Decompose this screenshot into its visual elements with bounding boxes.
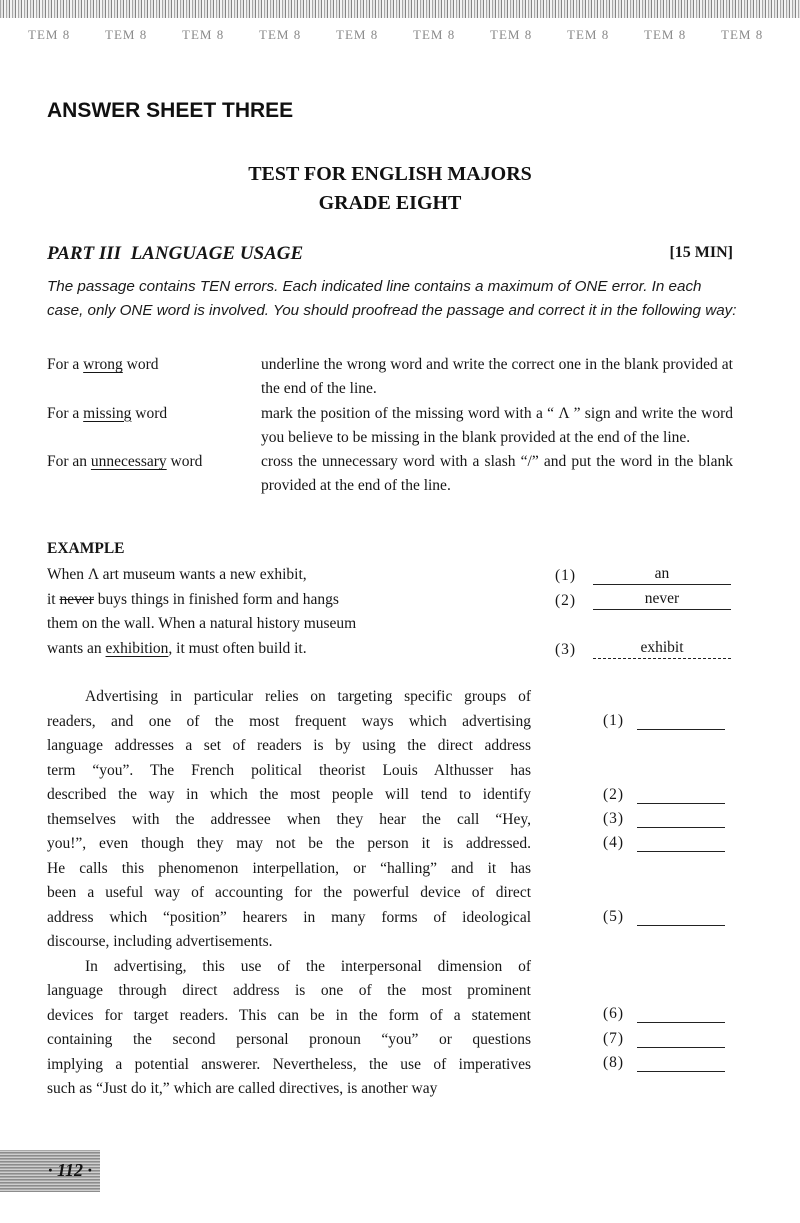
passage-line: been a useful way of accounting for the powerful device of direct [47, 884, 531, 901]
proofreading-passage [47, 685, 531, 1102]
underlined-word: exhibition [105, 639, 169, 657]
passage-line: implying a potential answerer. Nevertheless, the use of imperatives [47, 1055, 531, 1073]
answer-row: (2) [603, 785, 725, 804]
answer-row: (8) [603, 1053, 725, 1072]
passage-line: readers, and one of the most frequent ways which advertising [47, 712, 531, 730]
header-tem-labels [28, 27, 800, 45]
example-passage [47, 563, 547, 661]
page-number: · 112 · [48, 1160, 93, 1180]
answer-blank[interactable]: never [593, 589, 731, 610]
passage-line: address which “position” hearers in many forms of ideological [47, 908, 531, 926]
rule-label: For a wrong word [47, 356, 159, 373]
insert-mark: Λ [87, 566, 99, 583]
tem-label: TEM 8 [567, 27, 610, 42]
answer-row: (1) [603, 711, 725, 730]
tem-label: TEM 8 [259, 27, 302, 42]
passage-line: containing the second personal pronoun “you” or questions [47, 1031, 531, 1048]
test-title-line: TEST FOR ENGLISH MAJORS [248, 163, 532, 185]
answer-row: (5) [603, 907, 725, 926]
answer-blank[interactable] [637, 1029, 725, 1048]
tem-label: TEM 8 [721, 27, 764, 42]
example-line: wants an exhibition, it must often build it. [47, 639, 307, 657]
passage-line: described the way in which the most people will tend to identify [47, 786, 531, 803]
passage-line: themselves with the addressee when they hear the call “Hey, [47, 810, 531, 828]
part-title: PART III LANGUAGE USAGE [47, 243, 304, 264]
rule-description: underline the wrong word and write the correct one in the blank provided at the end of the line. [261, 356, 733, 398]
rule-description: mark the position of the missing word with a “ Λ ” sign and write the word you believe to be missing in the blank provided at the end of the line. [261, 404, 733, 446]
example-line: it never buys things in finished form and hangs [47, 590, 339, 608]
tem-label: TEM 8 [336, 27, 379, 42]
test-title [0, 160, 780, 218]
tem-label: TEM 8 [28, 27, 71, 42]
passage-line: discourse, including advertisements. [47, 933, 273, 950]
passage-line: language addresses a set of readers is by using the direct address [47, 737, 531, 754]
passage-line: language through direct address is one of the most prominent [47, 982, 531, 999]
part-time: [15 MIN] [669, 244, 733, 261]
rule-label: For a missing word [47, 404, 168, 422]
answer-blank[interactable] [637, 833, 725, 852]
answer-blank[interactable] [637, 1004, 725, 1023]
passage-line: devices for target readers. This can be in the form of a statement [47, 1006, 531, 1024]
sheet-title: ANSWER SHEET THREE [47, 99, 294, 122]
passage-line: term “you”. The French political theorist Louis Althusser has [47, 761, 531, 779]
test-title-line: GRADE EIGHT [318, 192, 462, 214]
passage-line: you!”, even though they may not be the person it is addressed. [47, 835, 531, 852]
passage-line: such as “Just do it,” which are called directives, is another way [47, 1080, 438, 1097]
answer-row: (6) [603, 1004, 725, 1023]
part-heading [47, 243, 733, 267]
tem-label: TEM 8 [413, 27, 456, 42]
example-answer: (3) exhibit [555, 638, 731, 659]
answer-row: (4) [603, 833, 725, 852]
answer-blank[interactable] [637, 809, 725, 828]
tem-label: TEM 8 [105, 27, 148, 42]
answer-row: (7) [603, 1029, 725, 1048]
answer-blank[interactable] [637, 907, 725, 926]
answer-blank[interactable] [637, 785, 725, 804]
struck-word: never [59, 590, 94, 608]
proofreading-rules [47, 353, 737, 499]
answer-blank[interactable] [637, 711, 725, 730]
answer-blank[interactable]: an [593, 564, 731, 585]
tem-label: TEM 8 [644, 27, 687, 42]
instructions: The passage contains TEN errors. Each indicated line contains a maximum of ONE error. In each case, only ONE word is involved. You should proofread the passage and correct it in the following way: [47, 278, 737, 319]
answer-blank[interactable] [637, 1053, 725, 1072]
rule-unnecessary-word [47, 450, 737, 499]
example-answer: (2) never [555, 589, 731, 610]
example-answer: (1) an [555, 564, 731, 585]
example-heading: EXAMPLE [47, 540, 125, 557]
scan-header-band [0, 0, 800, 18]
rule-wrong-word [47, 353, 737, 402]
rule-description: cross the unnecessary word with a slash “/” and put the word in the blank provided at the end of the line. [261, 453, 733, 495]
answer-row: (3) [603, 809, 725, 828]
tem-label: TEM 8 [182, 27, 225, 42]
example-line: them on the wall. When a natural history museum [47, 615, 357, 632]
example-line: When Λ art museum wants a new exhibit, [47, 566, 307, 583]
rule-label: For an unnecessary word [47, 453, 203, 471]
rule-missing-word [47, 402, 737, 451]
passage-line: In advertising, this use of the interpersonal dimension of [85, 957, 531, 975]
answer-blank[interactable]: exhibit [593, 638, 731, 659]
passage-line: Advertising in particular relies on targeting specific groups of [85, 688, 531, 705]
passage-line: He calls this phenomenon interpellation, or “halling” and it has [47, 859, 531, 877]
tem-label: TEM 8 [490, 27, 533, 42]
